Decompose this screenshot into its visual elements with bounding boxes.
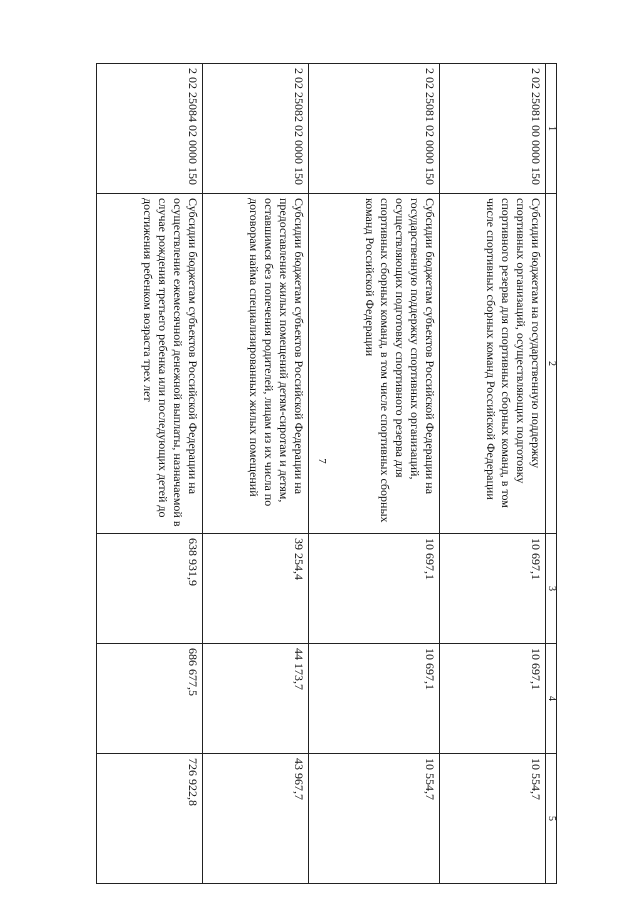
amount-cell: 44 173,7 [203, 644, 309, 754]
table-row [203, 64, 309, 884]
description-cell: Субсидии бюджетам на государственную поддержку спортивных организаций, осуществляющих подготовку спортивного резерва для спортивных сборных команд, в том числе спортивных сборных команд Российской Федерации [439, 194, 545, 534]
table-row [309, 64, 440, 884]
amount-cell: 39 254,4 [203, 534, 309, 644]
column-header: 4 [546, 644, 557, 754]
column-header: 1 [546, 64, 557, 194]
budget-code-cell: 2 02 25081 00 0000 150 [439, 64, 545, 194]
amount-cell: 10 697,1 [439, 534, 545, 644]
amount-cell: 10 554,7 [309, 754, 440, 884]
description-cell: Субсидии бюджетам субъектов Российской Федерации на предоставление жилых помещений детям-сиротам и детям, оставшимся без попечения родителей, лицам из их числа по договорам найма специализированных жилых помещений [203, 194, 309, 534]
amount-cell: 686 677,5 [97, 644, 203, 754]
budget-code-cell: 2 02 25082 02 0000 150 [203, 64, 309, 194]
amount-cell: 638 931,9 [97, 534, 203, 644]
table-row [97, 64, 203, 884]
budget-table-container [96, 63, 557, 883]
description-cell: Субсидии бюджетам субъектов Российской Федерации на государственную поддержку спортивных организаций, осуществляющих подготовку спортивного резерва для спортивных сборных команд, в том числе спортивных сборных команд Российской Федерации [309, 194, 440, 534]
budget-table [96, 63, 557, 884]
table-header-row [546, 64, 557, 884]
amount-cell: 10 697,1 [309, 534, 440, 644]
amount-cell: 10 697,1 [309, 644, 440, 754]
amount-cell: 10 554,7 [439, 754, 545, 884]
column-header: 5 [546, 754, 557, 884]
amount-cell: 726 922,8 [97, 754, 203, 884]
description-cell: Субсидии бюджетам субъектов Российской Федерации на осуществление ежемесячной денежной выплаты, назначаемой в случае рождения третьего ребенка или последующих детей до достижения ребенком возраста трех лет [97, 194, 203, 534]
budget-code-cell: 2 02 25081 02 0000 150 [309, 64, 440, 194]
amount-cell: 10 697,1 [439, 644, 545, 754]
column-header: 3 [546, 534, 557, 644]
amount-cell: 43 967,7 [203, 754, 309, 884]
budget-code-cell: 2 02 25084 02 0000 150 [97, 64, 203, 194]
column-header: 2 [546, 194, 557, 534]
table-row [439, 64, 545, 884]
page-number: 7 [316, 458, 328, 464]
